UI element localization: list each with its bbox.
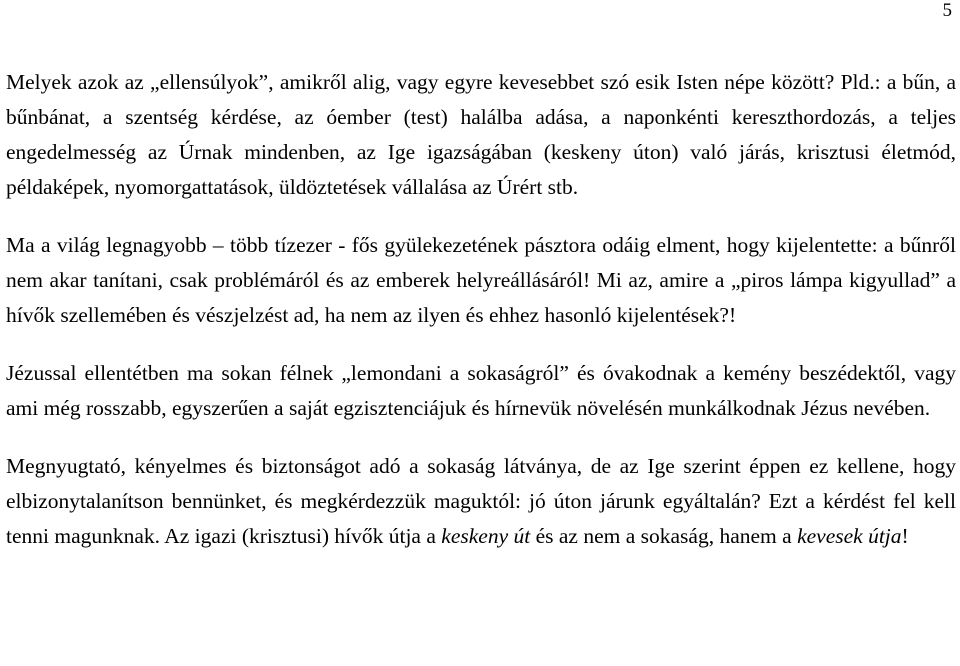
paragraph-1: Melyek azok az „ellensúlyok”, amikről alig, vagy egyre kevesebbet szó esik Isten népe között? Pld.: a bűn, a bűnbánat, a szentség kérdése, az óember (test) halálba adása, a naponkénti kereszthordozás, a teljes engedelmesség az Úrnak mindenben, az Ige igazságában (keskeny úton) való járás, krisztusi életmód, példaképek, nyomorgattatások, üldöztetések vállalása az Úrért stb. — [6, 70, 956, 199]
paragraph-2: Ma a világ legnagyobb – több tízezer - fős gyülekezetének pásztora odáig elment, hogy kijelentette: a bűnről nem akar tanítani, csak problémáról és az emberek helyreállásáról! Mi az, amire a „piros lámpa kigyullad” a hívők szellemében és vészjelzést ad, ha nem az ilyen és ehhez hasonló kijelentések?! — [6, 233, 956, 327]
paragraph-4-text-middle: és az nem a sokaság, hanem a — [530, 524, 798, 548]
document-body — [6, 65, 956, 554]
paragraph-4-italic-few-way: kevesek útja — [797, 524, 902, 548]
paragraph-4 — [6, 449, 956, 554]
paragraph-3: Jézussal ellentétben ma sokan félnek „lemondani a sokaságról” és óvakodnak a kemény beszédektől, vagy ami még rosszabb, egyszerűen a saját egzisztenciájuk és hírnevük növelésén munkálkodnak Jézus nevében. — [6, 361, 956, 420]
paragraph-4-italic-narrow-way: keskeny út — [441, 524, 531, 548]
paragraph-4-text-end: ! — [901, 524, 909, 548]
page-number: 5 — [942, 0, 952, 21]
paragraph-4-text-before: Megnyugtató, kényelmes és biztonságot adó a sokaság látványa, de az Ige szerint éppen ez kellene, hogy elbizonytalanítson bennünket, és megkérdezzük maguktól: jó úton járunk egyáltalán? Ezt a kérdést fel kell tenni magunknak. Az igazi (krisztusi) hívők útja a — [6, 454, 956, 548]
